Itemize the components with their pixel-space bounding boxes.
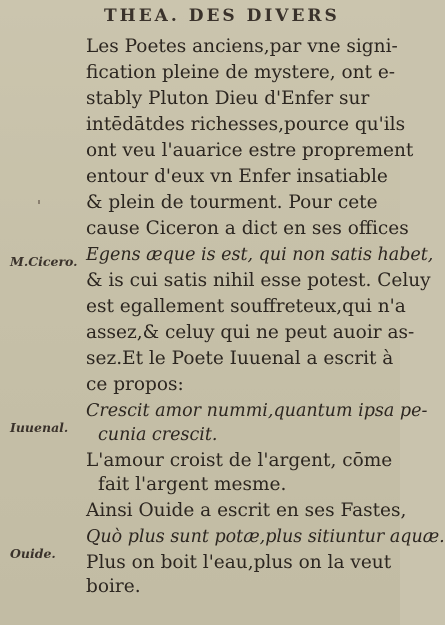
latin-quote-line: Egens æque is est, qui non satis habet, (86, 245, 434, 265)
text-line: cause Ciceron a dict en ses offices (86, 218, 409, 239)
margin-note-cicero: M.Cicero. (10, 254, 78, 269)
text-line: intēdātdes richesses,pource qu'ils (86, 114, 406, 135)
text-line: fait l'argent mesme. (98, 474, 287, 495)
latin-quote-line: Crescit amor nummi,quantum ipsa pe- (86, 401, 428, 421)
margin-note-iuuenal: Iuuenal. (10, 420, 69, 435)
latin-quote-line: cunia crescit. (98, 425, 218, 445)
text-line: Les Poetes anciens,par vne signi- (86, 36, 398, 57)
latin-quote-line: Quò plus sunt potæ,plus sitiuntur aquæ. (86, 527, 445, 547)
text-line: est egallement souffreteux,qui n'a (86, 296, 406, 317)
text-line: ce propos: (86, 374, 184, 395)
text-line: entour d'eux vn Enfer insatiable (86, 166, 388, 187)
text-line: L'amour croist de l'argent, cōme (86, 450, 393, 471)
text-line: & plein de tourment. Pour cete (86, 192, 378, 213)
margin-note-ouide: Ouide. (10, 546, 56, 561)
text-line: sez.Et le Poete Iuuenal a escrit à (86, 348, 394, 369)
text-line: ont veu l'auarice estre proprement (86, 140, 414, 161)
text-line: boire. (86, 576, 141, 597)
text-line: Plus on boit l'eau,plus on la veut (86, 552, 392, 573)
text-line: assez,& celuy qui ne peut auoir as- (86, 322, 415, 343)
margin-mark (38, 200, 40, 204)
text-line: Ainsi Ouide a escrit en ses Fastes, (86, 500, 407, 521)
text-line: fication pleine de mystere, ont e- (86, 62, 396, 83)
text-line: & is cui satis nihil esse potest. Celuy (86, 270, 431, 291)
running-header: THEA. DES DIVERS (104, 6, 340, 26)
text-line: stably Pluton Dieu d'Enfer sur (86, 88, 370, 109)
